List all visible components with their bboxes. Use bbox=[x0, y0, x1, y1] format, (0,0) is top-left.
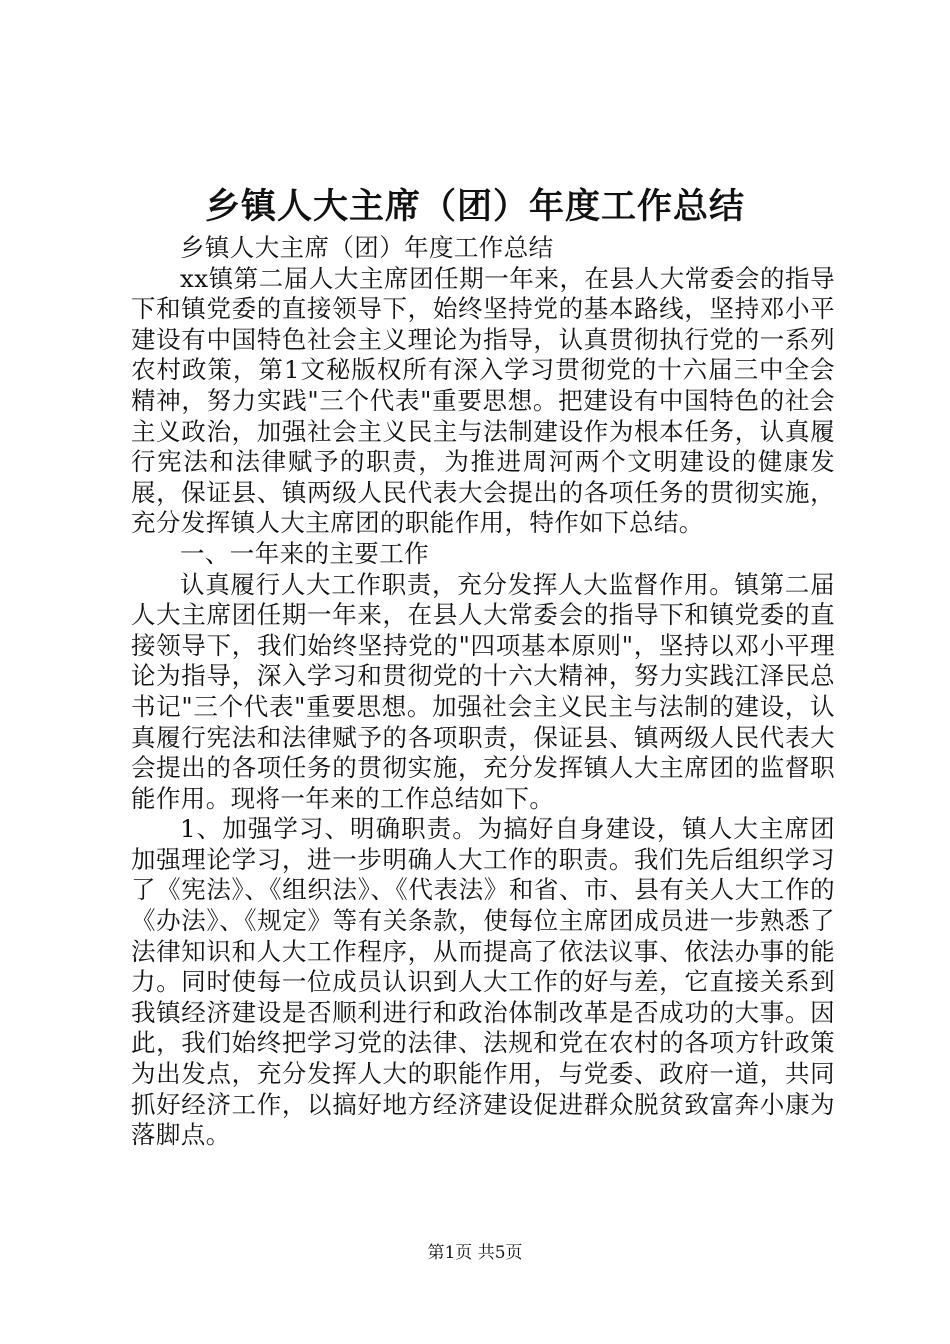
paragraph-intro: xx镇第二届人大主席团任期一年来，在县人大常委会的指导下和镇党委的直接领导下，始终坚持党的基本路线，坚持邓小平建设有中国特色社会主义理论为指导，认真贯彻执行党的一系列农村政策，第1文秘版权所有深入学习贯彻党的十六届三中全会精神，努力实践"三个代表"重要思想。把建设有中国特色的社会主义政治，加强社会主义民主与法制建设作为根本任务，认真履行宪法和法律赋予的职责，为推进周河两个文明建设的健康发展，保证县、镇两级人民代表大会提出的各项任务的贯彻实施，充分发挥镇人大主席团的职能作用，特作如下总结。 bbox=[131, 263, 835, 538]
document-body bbox=[131, 233, 835, 1151]
paragraph-subtitle: 乡镇人大主席（团）年度工作总结 bbox=[180, 233, 554, 262]
section-heading: 一、一年来的主要工作 bbox=[180, 538, 429, 568]
document-title: 乡镇人大主席（团）年度工作总结 bbox=[204, 186, 745, 227]
page-footer: 第1页 共5页 bbox=[427, 1243, 523, 1263]
paragraph-duties: 认真履行人大工作职责，充分发挥人大监督作用。镇第二届人大主席团任期一年来，在县人大常委会的指导下和镇党委的直接领导下，我们始终坚持党的"四项基本原则"，坚持以邓小平理论为指导，深入学习和贯彻党的十六大精神，努力实践江泽民总书记"三个代表"重要思想。加强社会主义民主与法制的建设，认真履行宪法和法律赋予的各项职责，保证县、镇两级人民代表大会提出的各项任务的贯彻实施，充分发挥镇人大主席团的监督职能作用。现将一年来的工作总结如下。 bbox=[131, 569, 835, 813]
paragraph-study: 1、加强学习、明确职责。为搞好自身建设，镇人大主席团加强理论学习，进一步明确人大工作的职责。我们先后组织学习了《宪法》、《组织法》、《代表法》和省、市、县有关人大工作的《办法》、《规定》等有关条款，使每位主席团成员进一步熟悉了法律知识和人大工作程序，从而提高了依法议事、依法办事的能力。同时使每一位成员认识到人大工作的好与差，它直接关系到我镇经济建设是否顺利进行和政治体制改革是否成功的大事。因此，我们始终把学习党的法律、法规和党在农村的各项方针政策为出发点，充分发挥人大的职能作用，与党委、政府一道，共同抓好经济工作，以搞好地方经济建设促进群众脱贫致富奔小康为落脚点。 bbox=[131, 814, 835, 1150]
